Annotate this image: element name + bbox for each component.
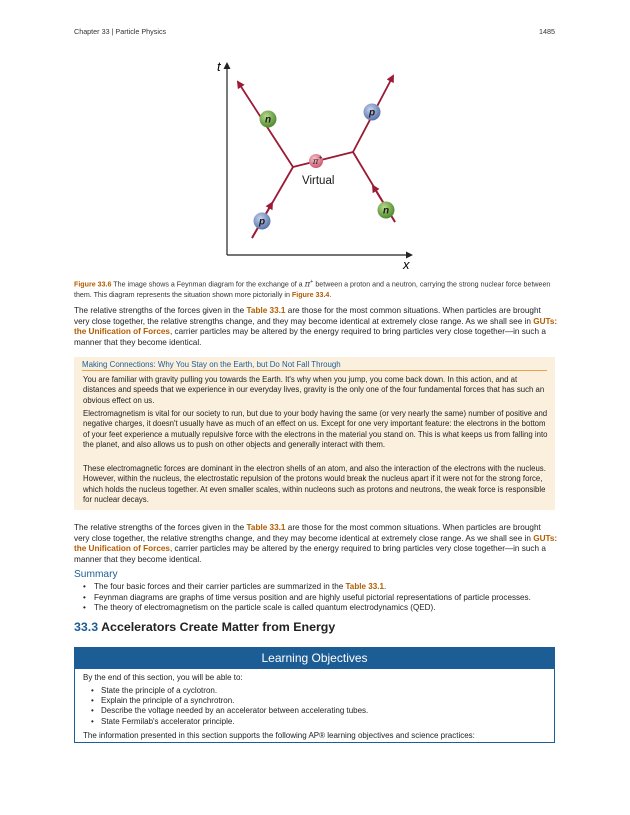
making-connections-box [74, 357, 555, 510]
section-link[interactable]: GUTs: the Unification of Forces [74, 533, 558, 554]
pion [309, 154, 323, 168]
neutron-top [260, 111, 277, 128]
section-number: 33.3 [74, 620, 99, 634]
list-item: • Explain the principle of a synchrotron. [83, 696, 368, 706]
proton-bottom [254, 213, 271, 230]
svg-text:p: p [258, 216, 266, 228]
list-item: • Feynman diagrams are graphs of time versus position and are highly useful pictorial representations of particle processes. [74, 593, 558, 604]
list-item: • State Fermilab's accelerator principle. [83, 717, 368, 727]
box-paragraph: These electromagnetic forces are dominant in the electron shells of an atom, and also the interaction of the electrons with the nucleus. However, within the nucleus, the electrostatic repulsion of the protons would break the nucleus apart if it were not for the strong force, which holds the nucleus together. At even smaller scales, within nucleons such as protons and neutrons, the weak force is responsible for nuclear decays. [83, 464, 546, 505]
box-paragraph: You are familiar with gravity pulling you towards the Earth. It's why when you jump, you come back down. In this action, and at distances and speeds that we experience in our everyday lives, gravity is the only one of the four fundamental forces that has such an obvious effect on us. [83, 375, 545, 405]
list-item: • The four basic forces and their carrier particles are summarized in the Table 33.1. [74, 582, 558, 593]
feynman-diagram [185, 55, 425, 275]
position-axis-label: x [403, 257, 410, 272]
figure-number: Figure 33.6 [74, 280, 112, 289]
section-heading: 33.3 Accelerators Create Matter from Energy [74, 620, 336, 634]
table-link[interactable]: Table 33.1 [345, 582, 385, 591]
svg-text:n: n [382, 205, 390, 217]
time-axis-label: t [217, 59, 221, 74]
figure-link[interactable]: Figure 33.4 [291, 290, 330, 299]
table-link[interactable]: Table 33.1 [246, 306, 286, 315]
objectives-list [83, 686, 368, 727]
list-item: • Describe the voltage needed by an accelerator between accelerating tubes. [83, 706, 368, 716]
box-paragraph: Electromagnetism is vital for our society to run, but due to your body having the same (or very nearly the same) number of positive and negative charges, it doesn't usually have as much of an effect on us. Except for one very important feature: the electrons in the bottom of your feet experience a mutually repulsive force with the electrons in the material you stand on. This is what keeps us from falling into the planet, and also allows us to push on other objects and generally interact with them. [83, 409, 548, 450]
running-header-chapter: Chapter 33 | Particle Physics [74, 27, 167, 36]
figure-caption: Figure 33.6 The image shows a Feynman diagram for the exchange of a π+ between a proton and a neutron, carrying the strong nuclear force between them. This diagram represents the situation shown more pictorially in Figure 33.4. [74, 279, 551, 299]
section-link[interactable]: GUTs: the Unification of Forces [74, 316, 558, 337]
svg-text:p: p [368, 107, 376, 119]
learning-objectives-title: Learning Objectives [75, 648, 554, 669]
box-title: Making Connections: Why You Stay on the Earth, but Do Not Fall Through [82, 360, 547, 371]
learning-objectives-box [74, 647, 555, 743]
neutron-bottom [378, 202, 395, 219]
list-item: • The theory of electromagnetism on the particle scale is called quantum electrodynamics (QED). [74, 603, 558, 614]
svg-text:+: + [318, 155, 323, 161]
table-link[interactable]: Table 33.1 [246, 523, 286, 532]
summary-list [74, 582, 558, 614]
body-paragraph: The relative strengths of the forces given in the Table 33.1 are those for the most common situations. When particles are brought very close together, the relative strengths change, and they may become identical at extremely close range. As we shall see in GUTs: the Unification of Forces, carrier particles may be altered by the energy required to bring particles very close together—in such a manner that they become identical. [74, 523, 558, 564]
body-paragraph: The relative strengths of the forces given in the Table 33.1 are those for the most common situations. When particles are brought very close together, the relative strengths change, and they may become identical at extremely close range. As we shall see in GUTs: the Unification of Forces, carrier particles may be altered by the energy required to bring particles very close together—in such a manner that they become identical. [74, 306, 558, 347]
proton-top [364, 104, 381, 121]
pion-virtual-line [293, 152, 353, 167]
objectives-outro: The information presented in this section supports the following AP® learning objectives and science practices: [83, 731, 475, 740]
page-number: 1485 [539, 27, 555, 36]
list-item: • State the principle of a cyclotron. [83, 686, 368, 696]
svg-text:π: π [312, 157, 319, 167]
summary-heading: Summary [74, 569, 118, 580]
svg-text:n: n [264, 114, 272, 126]
virtual-label: Virtual [302, 175, 335, 187]
objectives-intro: By the end of this section, you will be able to: [83, 673, 243, 682]
